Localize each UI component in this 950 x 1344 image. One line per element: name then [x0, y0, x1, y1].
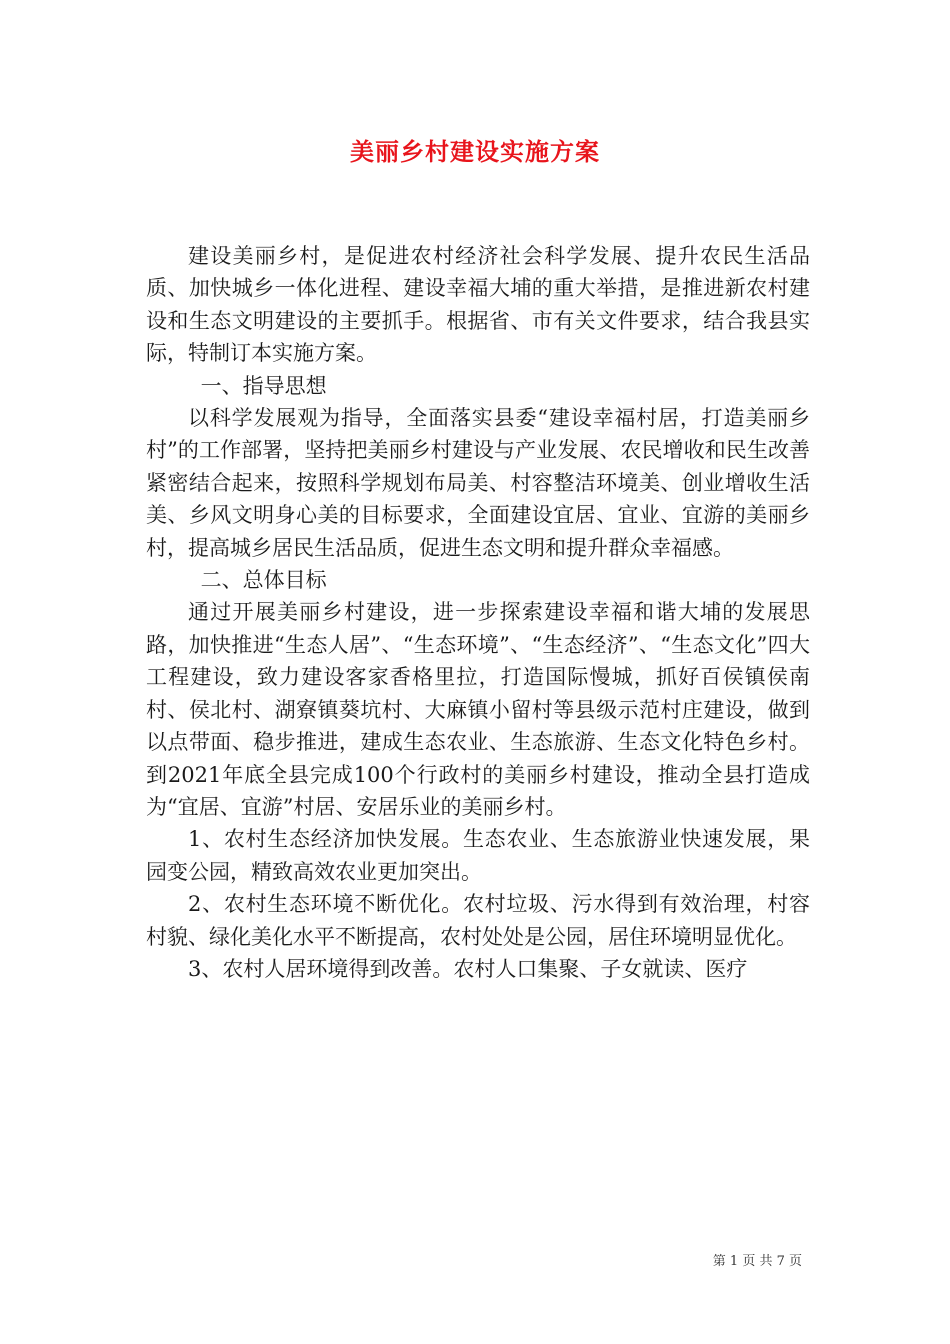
document-body — [146, 240, 810, 985]
goal-item-2: 2、农村生态环境不断优化。农村垃圾、污水得到有效治理，村容村貌、绿化美化水平不断提高，农村处处是公园，居住环境明显优化。 — [146, 892, 810, 949]
page-number: 第 1 页 共 7 页 — [712, 1254, 802, 1269]
overall-goal-paragraph: 通过开展美丽乡村建设，进一步探索建设幸福和谐大埔的发展思路，加快推进“生态人居”、“生态环境”、“生态经济”、“生态文化”四大工程建设，致力建设客家香格里拉，打造国际慢城，抓好百侯镇侯南村、侯北村、湖寮镇葵坑村、大麻镇小留村等县级示范村庄建设，做到以点带面、稳步推进，建成生态农业、生态旅游、生态文化特色乡村。到2021年底全县完成100个行政村的美丽乡村建设，推动全县打造成为“宜居、宜游”村居、安居乐业的美丽乡村。 — [146, 600, 810, 819]
document-title: 美丽乡村建设实施方案 — [350, 137, 600, 166]
goal-item-3: 3、农村人居环境得到改善。农村人口集聚、子女就读、医疗 — [188, 956, 748, 981]
section-heading-overall-goal: 二、总体目标 — [200, 568, 327, 593]
guiding-thought-paragraph: 以科学发展观为指导，全面落实县委“建设幸福村居，打造美丽乡村”的工作部署，坚持把美丽乡村建设与产业发展、农民增收和民生改善紧密结合起来，按照科学规划布局美、村容整洁环境美、创业增收生活美、乡风文明身心美的目标要求，全面建设宜居、宜业、宜游的美丽乡村，提高城乡居民生活品质，促进生态文明和提升群众幸福感。 — [146, 406, 810, 560]
intro-paragraph: 建设美丽乡村，是促进农村经济社会科学发展、提升农民生活品质、加快城乡一体化进程、建设幸福大埔的重大举措，是推进新农村建设和生态文明建设的主要抓手。根据省、市有关文件要求，结合我县实际，特制订本实施方案。 — [146, 244, 810, 366]
goal-item-1: 1、农村生态经济加快发展。生态农业、生态旅游业快速发展，果园变公园，精致高效农业更加突出。 — [146, 827, 810, 884]
section-heading-guiding-thought: 一、指导思想 — [200, 373, 327, 398]
